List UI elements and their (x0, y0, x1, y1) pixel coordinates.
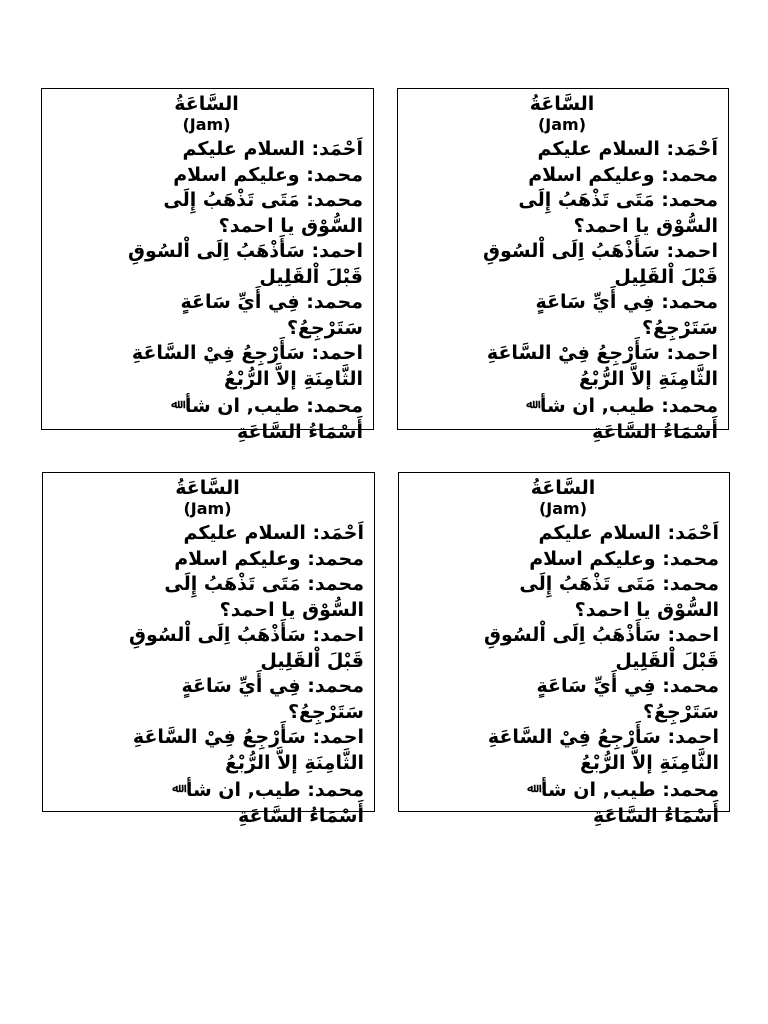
dialog-line: محمد: وعليكم اسلام (173, 163, 363, 186)
dialog-line: احمد: سَأَذْهَبُ اِلَى اْلسُوقِ (128, 240, 363, 262)
dialog-text (407, 521, 719, 829)
closing-text: محمد: طيب, ان شأ (539, 395, 718, 417)
dialog-line: محمد: وعليكم اسلام (529, 547, 719, 570)
dialog-line: السُّوْق يا احمد؟ (573, 214, 718, 237)
dialog-line: سَتَرْجِعُ؟ (288, 700, 364, 723)
dialog-line: الثَّامِنَةِ إلاَّ الرُّبْعُ (223, 367, 363, 390)
dialog-text (406, 137, 718, 445)
dialog-line: الثَّامِنَةِ إلاَّ الرُّبْعُ (578, 367, 718, 390)
dialog-line: احمد: سَأَرْجِعُ فِيْ السَّاعَةِ (486, 342, 718, 364)
dialog-line: محمد: فِي أَيِّ سَاعَةٍ (181, 675, 364, 697)
dialog-line: احمد: سَأَذْهَبُ اِلَى اْلسُوقِ (484, 624, 719, 646)
card-title: السَّاعَةُ (174, 93, 239, 115)
dialog-line: احمد: سَأَذْهَبُ اِلَى اْلسُوقِ (483, 240, 718, 262)
dialog-text (51, 521, 364, 829)
dialog-line: محمد: وعليكم اسلام (174, 547, 364, 570)
dialog-line-closing (407, 776, 719, 804)
closing-text: محمد: طيب, ان شأ (540, 779, 719, 801)
dialog-line: اَحْمَد: السلام عليكم (183, 522, 364, 544)
dialog-line-cut: أَسْمَاءُ السَّاعَةِ (237, 804, 364, 827)
dialog-line-closing (51, 776, 364, 804)
dialog-line: السُّوْق يا احمد؟ (574, 598, 719, 621)
dialog-card-bottom-right (398, 472, 730, 827)
dialog-line: محمد: فِي أَيِّ سَاعَةٍ (180, 291, 363, 313)
dialog-line: محمد: مَتَى تَذْهَبُ إِلَى (163, 189, 363, 211)
dialog-line: اَحْمَد: السلام عليكم (537, 138, 718, 160)
dialog-line: الثَّامِنَةِ إلاَّ الرُّبْعُ (224, 751, 364, 774)
card-title: السَّاعَةُ (175, 477, 240, 499)
dialog-text (50, 137, 363, 445)
dialog-line: محمد: مَتَى تَذْهَبُ إِلَى (519, 573, 719, 595)
dialog-line-cut: أَسْمَاءُ السَّاعَةِ (592, 804, 719, 827)
dialog-line: اَحْمَد: السلام عليكم (182, 138, 363, 160)
dialog-line: قَبْلَ اْلقَلِيل (614, 265, 718, 288)
card-subtitle: (Jam) (538, 499, 588, 518)
allah-honorific: ﷲ (526, 397, 534, 411)
dialog-line: محمد: فِي أَيِّ سَاعَةٍ (536, 675, 719, 697)
dialog-line: اَحْمَد: السلام عليكم (538, 522, 719, 544)
card-title: السَّاعَةُ (529, 93, 595, 115)
dialog-line: قَبْلَ اْلقَلِيل (259, 265, 363, 288)
dialog-line-cut: أَسْمَاءُ السَّاعَةِ (236, 420, 363, 443)
allah-honorific: ﷲ (527, 781, 535, 795)
allah-honorific: ﷲ (172, 781, 180, 795)
card-subtitle: (Jam) (183, 499, 232, 518)
dialog-line: الثَّامِنَةِ إلاَّ الرُّبْعُ (579, 751, 719, 774)
allah-honorific: ﷲ (171, 397, 179, 411)
dialog-line-closing (406, 392, 718, 420)
card-subtitle: (Jam) (537, 115, 587, 134)
dialog-line: احمد: سَأَرْجِعُ فِيْ السَّاعَةِ (131, 342, 363, 364)
dialog-line-closing (50, 392, 363, 420)
dialog-line: سَتَرْجِعُ؟ (642, 316, 718, 339)
closing-text: محمد: طيب, ان شأ (185, 779, 364, 801)
dialog-line: قَبْلَ اْلقَلِيل (260, 649, 364, 672)
dialog-line: قَبْلَ اْلقَلِيل (615, 649, 719, 672)
card-title: السَّاعَةُ (530, 477, 596, 499)
dialog-line-cut: أَسْمَاءُ السَّاعَةِ (591, 420, 718, 443)
dialog-line: سَتَرْجِعُ؟ (643, 700, 719, 723)
closing-text: محمد: طيب, ان شأ (184, 395, 363, 417)
dialog-line: محمد: وعليكم اسلام (528, 163, 718, 186)
card-subtitle: (Jam) (182, 115, 231, 134)
dialog-line: محمد: مَتَى تَذْهَبُ إِلَى (164, 573, 364, 595)
dialog-line: محمد: فِي أَيِّ سَاعَةٍ (535, 291, 718, 313)
dialog-card-bottom-left (42, 472, 375, 827)
dialog-line: سَتَرْجِعُ؟ (287, 316, 363, 339)
dialog-line: السُّوْق يا احمد؟ (219, 598, 364, 621)
dialog-card-top-left (41, 88, 374, 443)
dialog-line: احمد: سَأَرْجِعُ فِيْ السَّاعَةِ (487, 726, 719, 748)
dialog-line: احمد: سَأَذْهَبُ اِلَى اْلسُوقِ (129, 624, 364, 646)
dialog-card-top-right (397, 88, 729, 443)
dialog-line: احمد: سَأَرْجِعُ فِيْ السَّاعَةِ (132, 726, 364, 748)
dialog-line: محمد: مَتَى تَذْهَبُ إِلَى (518, 189, 718, 211)
dialog-line: السُّوْق يا احمد؟ (218, 214, 363, 237)
